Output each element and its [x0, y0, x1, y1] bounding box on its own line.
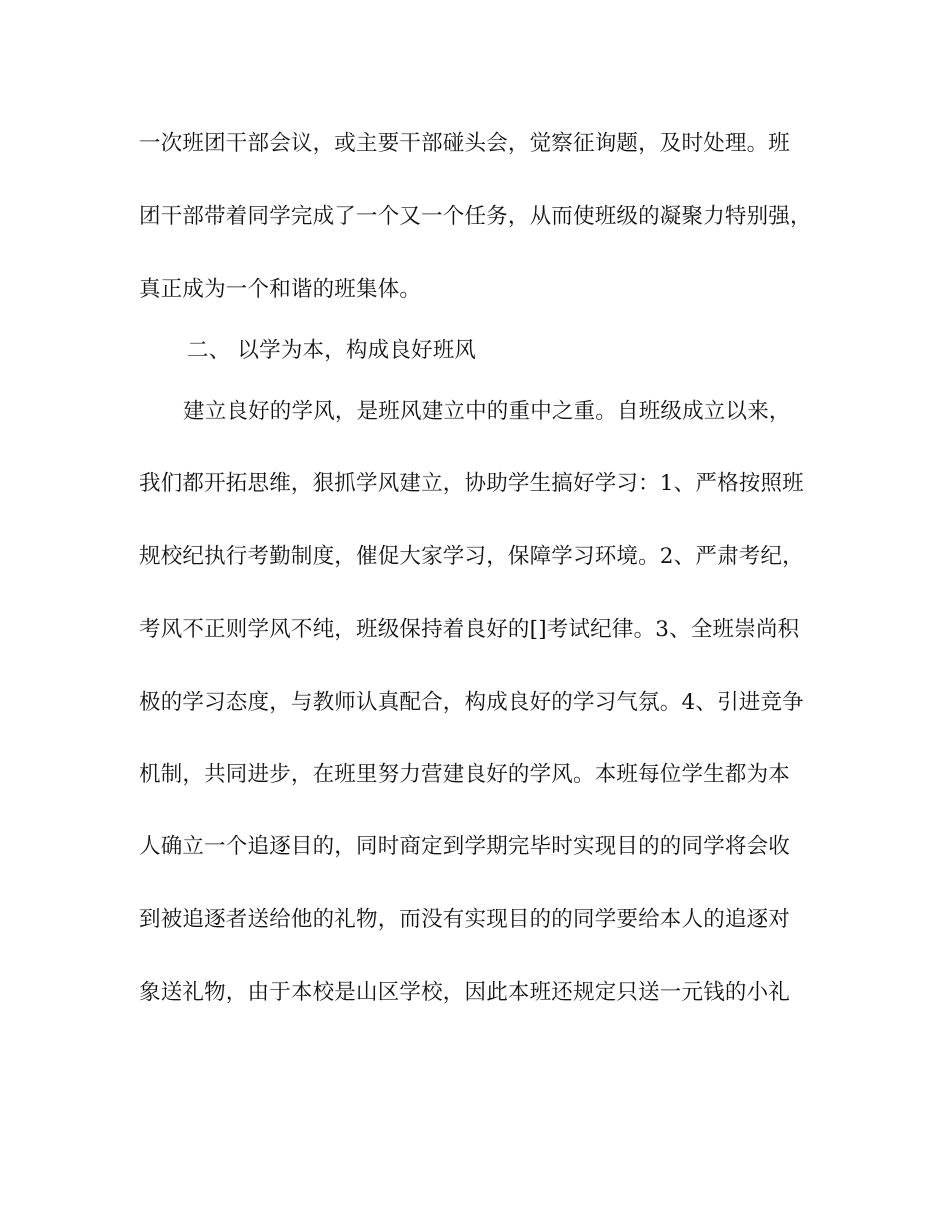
text-line: 建立良好的学风，是班风建立中的重中之重。自班级成立以来，	[183, 399, 791, 424]
text-line: 极的学习态度，与教师认真配合，构成良好的学习气氛。4、引进竞争	[139, 690, 804, 715]
section-heading: 二、 以学为本，构成良好班风	[187, 338, 477, 363]
text-line: 考风不正则学风不纯，班级保持着良好的[]考试纪律。3、全班崇尚积	[139, 617, 800, 642]
text-line: 规校纪执行考勤制度，催促大家学习，保障学习环境。2、严肃考纪，	[139, 544, 804, 569]
text-line: 机制，共同进步，在班里努力营建良好的学风。本班每位学生都为本	[139, 762, 791, 787]
text-line: 人确立一个追逐目的，同时商定到学期完毕时实现目的的同学将会收	[139, 834, 791, 859]
text-line: 一次班团干部会议，或主要干部碰头会，觉察征询题，及时处理。班	[139, 131, 791, 156]
text-line: 象送礼物，由于本校是山区学校，因此本班还规定只送一元钱的小礼	[139, 980, 791, 1005]
text-line: 我们都开拓思维，狠抓学风建立，协助学生搞好学习：1、严格按照班	[139, 471, 804, 496]
text-line: 到被追逐者送给他的礼物，而没有实现目的的同学要给本人的追逐对	[139, 907, 791, 932]
text-line: 团干部带着同学完成了一个又一个任务，从而使班级的凝聚力特别强，	[139, 204, 812, 229]
text-line: 真正成为一个和谐的班集体。	[139, 277, 422, 302]
